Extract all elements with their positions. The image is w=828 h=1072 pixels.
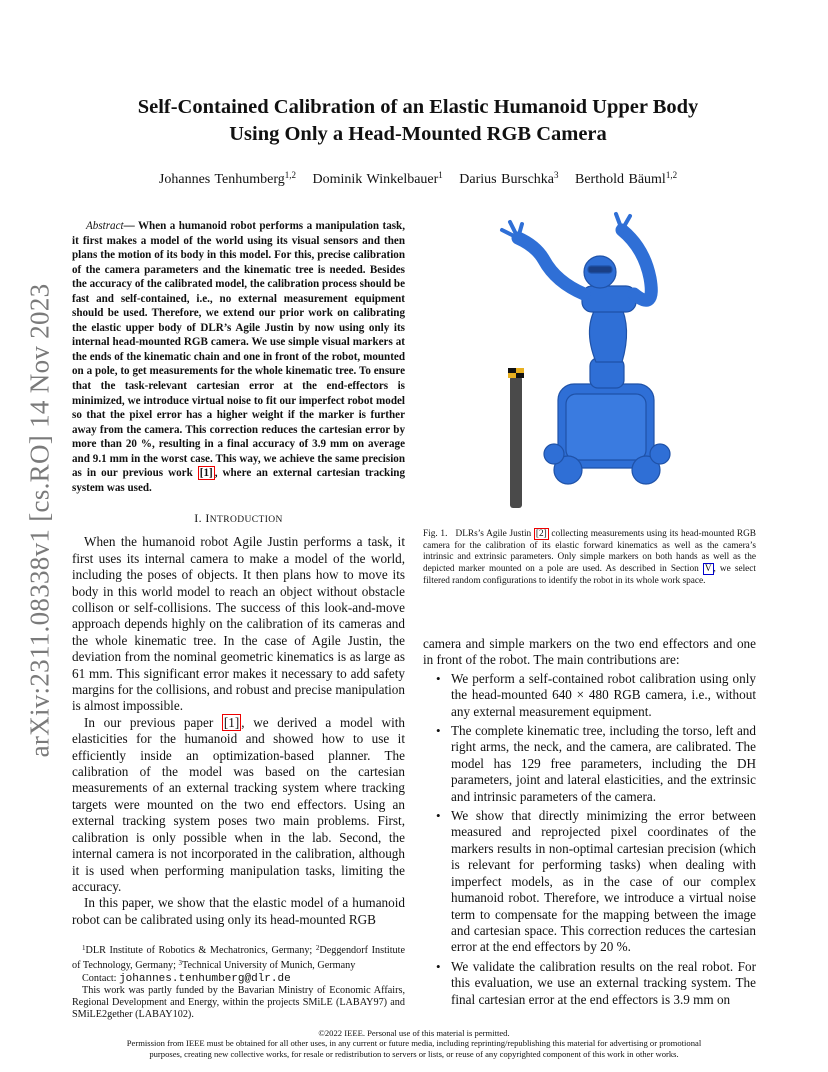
paper-title [80, 94, 756, 148]
left-column [72, 219, 405, 1021]
author: Darius Burschka$^3$ [459, 170, 559, 187]
pole-shaft [510, 376, 522, 508]
title-line-1: Self-Contained Calibration of an Elastic Humanoid Upper Body [137, 96, 699, 118]
intro-paragraph: In this paper, we show that the elastic model of a humanoid robot can be calibrated using only its head-mounted RGB [72, 895, 405, 927]
contact: Contact: johannes.tenhumberg@dlr.de [82, 972, 291, 985]
affiliations: $^1$DLR Institute of Robotics & Mechatronics, Germany; $^2$Deggendorf Institute of Technology, Germany; $^3$Technical University of Munich, Germany [72, 944, 406, 972]
list-item: • We perform a self-contained robot calibration using only the head-mounted 640 × 480 RGB camera, i.e., without any external measurement equipment. [423, 671, 756, 720]
robot-torso [589, 304, 626, 362]
author-list [80, 170, 756, 188]
footer-line: purposes, creating new collective works, for resale or redistribution to servers or lists, or reuse of any copyrighted component of this work in other works. [149, 1048, 679, 1059]
footer-line: ©2022 IEEE. Personal use of this material is permitted. [318, 1028, 510, 1038]
list-item: • We show that directly minimizing the error between measured and reprojected pixel coordinates of the markers results in non-optimal cartesian precision (which is relevant for performing tasks) when dealing with imperfect models, as in the case of our complex humanoid robot. Therefore, we introduce a virtual noise term to compensate for the mapping between the image and cartesian space. This correction reduces the cartesian error at the end effectors by 20 %. [423, 808, 756, 956]
author: Berthold Bäuml$^{1,2}$ [575, 170, 678, 187]
list-item: • We validate the calibration results on the real robot. For this evaluation, we use an external tracking system. The final cartesian error at the end effectors is 3.9 mm on [423, 959, 756, 1008]
robot-body [502, 214, 670, 484]
figure-label: Fig. 1. [423, 529, 448, 539]
author: Johannes Tenhumberg$^{1,2}$ [158, 170, 297, 187]
abstract: Abstract— When a humanoid robot performs a manipulation task, it first makes a model of the world using its visual sensors and then plans the motion of its body in this model. For this, precise calibration of the camera parameters and the kinematic tree is needed. Besides the accuracy of the calibrated model, the calibration process should be fast and self-contained, i.e., no external measurement equipment should be used. Therefore, we extend our prior work on calibrating the elastic upper body of DLR’s Agile Justin by now using only its internal head-mounted RGB camera. We use simple visual markers at the ends of the kinematic chain and one in front of the robot, mounted on a pole, to get measurements for the whole kinematic tree. To ensure that the task-relevant cartesian error at the end-effectors is minimized, we introduce virtual noise to fit our imperfect robot model so that the pixel error has a higher weight if the marker is further away from the camera. This correction reduces the cartesian error by more than 20 %, resulting in a final accuracy of 3.9 mm on average and 9.1 mm in the worst case. This way, we achieve the same precision as in our previous work [1] , where an external cartesian tracking system was used. [72, 220, 406, 494]
author: Dominik Winkelbauer$^1$ [312, 170, 443, 187]
citation-link[interactable]: [1] [223, 714, 240, 730]
robot-figure-svg [470, 208, 760, 518]
arxiv-stamp-text: arXiv:2311.08338v1 [cs.RO] 14 Nov 2023 [24, 283, 55, 757]
robot-shoulders [582, 286, 636, 312]
robot-left-arm [518, 238, 584, 294]
contributions-intro: camera and simple markers on the two end effectors and one in front of the robot. The main contributions are: [423, 636, 756, 668]
robot-left-hand [502, 222, 522, 238]
contact-email[interactable]: johannes.tenhumberg@dlr.de [119, 972, 291, 985]
right-column [423, 636, 756, 1011]
abstract-label: Abstract [86, 220, 124, 232]
citation-link[interactable]: [1] [199, 467, 213, 480]
copyright-footer [60, 1028, 768, 1059]
section-heading-introduction: I. INTRODUCTION [194, 511, 283, 526]
list-item: • The complete kinematic tree, including the torso, left and right arms, the neck, and the camera, are calibrated. The model has 129 free parameters, including the DH parameters, joint and lateral elasticities, and the extrinsic and intrinsic parameters of the camera. [423, 723, 756, 805]
section-link[interactable]: V [704, 564, 712, 575]
figure-caption: Fig. 1. DLRs’s Agile Justin [2] collecting measurements using its head-mounted RGB camera for the calibration of its elastic forward kinematics as well as the camera’s intrinsic and extrinsic parameters. Only simple markers on both hands as well as the depicted marker mounted on a pole are used. As described in Section V , we select filtered random configurations to identify the robot in its whole work space. [423, 529, 756, 586]
arxiv-stamp [20, 280, 60, 760]
contributions-list [423, 671, 756, 1008]
title-line-2: Using Only a Head-Mounted RGB Camera [229, 123, 607, 145]
citation-link[interactable]: [2] [535, 529, 547, 539]
funding-note: This work was partly funded by the Bavarian Ministry of Economic Affairs, Regional Development and Energy, within the projects SMiLE (LABAY97) and SMiLE2gether (LABAY102). [72, 984, 405, 1021]
figure-robot-illustration [470, 208, 760, 518]
footnotes [72, 942, 405, 1021]
footer-line: Permission from IEEE must be obtained for all other uses, in any current or future media, including reprinting/republishing this material for advertising or promotional [126, 1038, 702, 1049]
intro-paragraph: When the humanoid robot Agile Justin performs a task, it first uses its internal camera to make a model of the world, including the poses of objects. It then plans how to move its body in this world model to reach an object without obstacle collison or self-collisions. The success of this look-and-move approach depends highly on the calibration of its cameras and the whole kinematic tree. In the case of Agile Justin, the deviation from the nominal geometric kinematics is as large as 61 mm. This significant error makes it necessary to add safety margins for the collisions, and robust and precise manipulation is almost impossible. [72, 534, 405, 714]
intro-paragraph: In our previous paper [1] , we derived a model with elasticities for the humanoid and showed how to use it efficiently inside an optimization-based planner. The calibration of the model was based on the cartesian measurements of an external tracking system where tracking targets were mounted on the two end effectors. Using an external tracking system poses two main problems. First, calibration is only possible when in the lab. Second, the internal camera is not incorporated in the calibration, although it is used when performing manipulation tasks, limiting the accuracy. [72, 714, 405, 894]
marker-pole [508, 368, 524, 508]
